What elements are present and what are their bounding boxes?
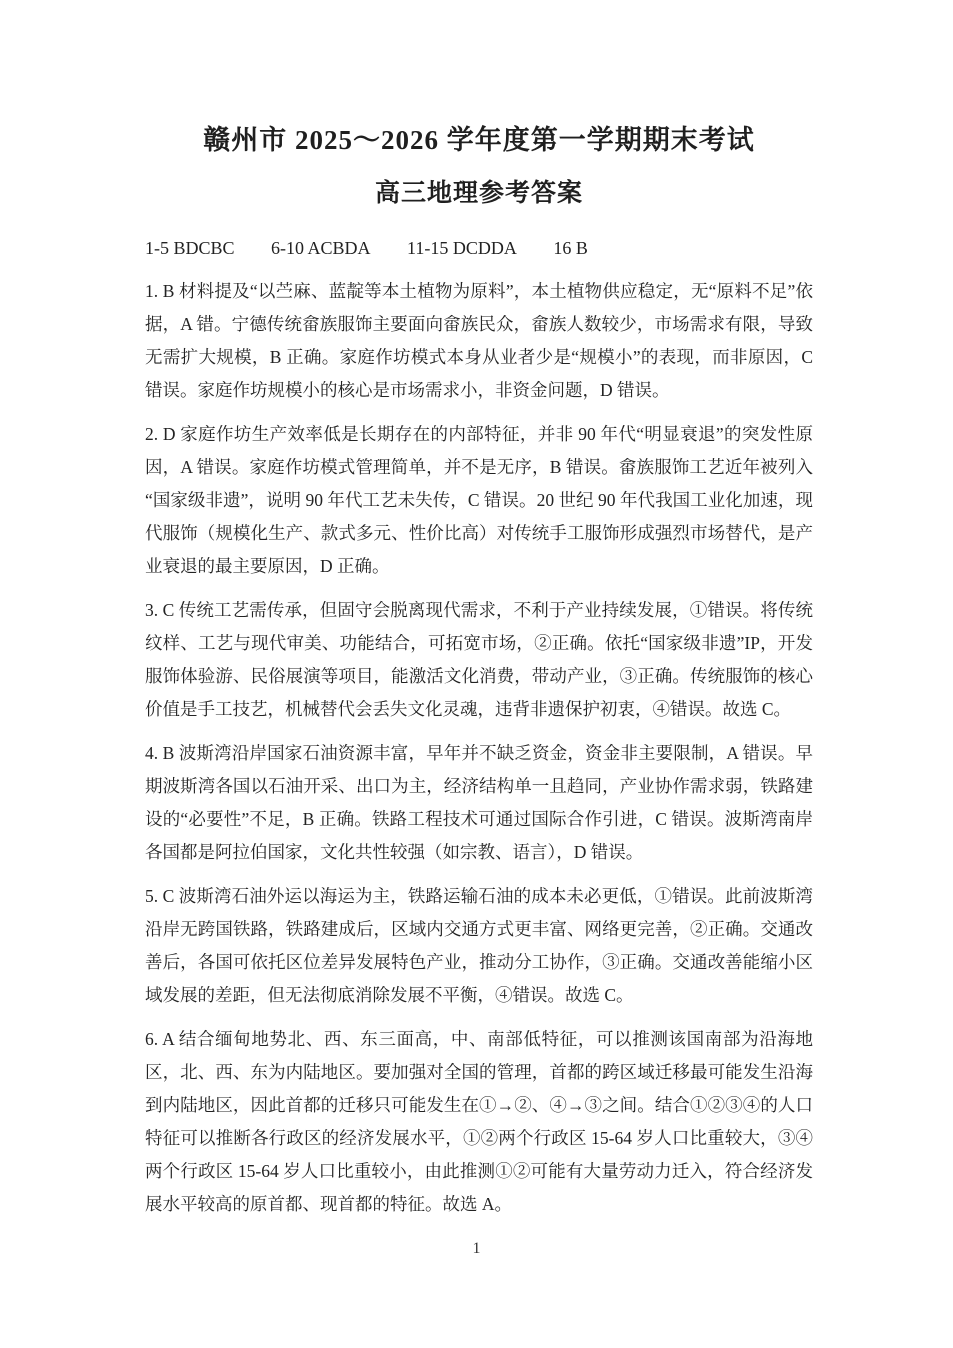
explanation-paragraph-q4: 4. B 波斯湾沿岸国家石油资源丰富，早年并不缺乏资金，资金非主要限制，A 错误。早期波斯湾各国以石油开采、出口为主，经济结构单一且趋同，产业协作需求弱，铁路建设的“必要性”不足，B 正确。铁路工程技术可通过国际合作引进，C 错误。波斯湾南岸各国都是阿拉伯国家，文化共性较强（如宗教、语言），D 错误。 [145, 743, 813, 862]
explanation-paragraph-q2: 2. D 家庭作坊生产效率低是长期存在的内部特征，并非 90 年代“明显衰退”的突发性原因，A 错误。家庭作坊模式管理简单，并不是无序，B 错误。畲族服饰工艺近年被列入“国家级非遗”，说明 90 年代工艺未失传，C 错误。20 世纪 90 年代我国工业化加速，现代服饰（规模化生产、款式多元、性价比高）对传统手工服饰形成强烈市场替代，是产业衰退的最主要原因，D 正确。 [145, 424, 813, 576]
explanation-paragraph-q5: 5. C 波斯湾石油外运以海运为主，铁路运输石油的成本未必更低，①错误。此前波斯湾沿岸无跨国铁路，铁路建成后，区域内交通方式更丰富、网络更完善，②正确。交通改善后，各国可依托区位差异发展特色产业，推动分工协作，③正确。交通改善能缩小区域发展的差距，但无法彻底消除发展不平衡，④错误。故选 C。 [145, 886, 813, 1005]
explanation-paragraph-q3: 3. C 传统工艺需传承，但固守会脱离现代需求，不利于产业持续发展，①错误。将传统纹样、工艺与现代审美、功能结合，可拓宽市场，②正确。依托“国家级非遗”IP，开发服饰体验游、民俗展演等项目，能激活文化消费，带动产业，③正确。传统服饰的核心价值是手工技艺，机械替代会丢失文化灵魂，违背非遗保护初衷，④错误。故选 C。 [145, 600, 813, 719]
answer-key-line [145, 233, 813, 263]
answer-key-group-1: 1-5 BDCBC [145, 238, 235, 258]
explanation-paragraph-q1: 1. B 材料提及“以苎麻、蓝靛等本土植物为原料”，本土植物供应稳定，无“原料不足”依据，A 错。宁德传统畲族服饰主要面向畲族民众，畲族人数较少，市场需求有限，导致无需扩大规模，B 正确。家庭作坊模式本身从业者少是“规模小”的表现，而非原因，C 错误。家庭作坊规模小的核心是市场需求小，非资金问题，D 错误。 [145, 281, 813, 400]
answer-key-group-3: 11-15 DCDDA [407, 238, 517, 258]
answer-key-group-4: 16 B [553, 238, 588, 258]
explanation-paragraph-q6: 6. A 结合缅甸地势北、西、东三面高，中、南部低特征，可以推测该国南部为沿海地区，北、西、东为内陆地区。要加强对全国的管理，首都的跨区域迁移最可能发生沿海到内陆地区，因此首都的迁移只可能发生在①→②、④→③之间。结合①②③④的人口特征可以推断各行政区的经济发展水平，①②两个行政区 15-64 岁人口比重较大，③④两个行政区 15-64 岁人口比重较小，由此推测①②可能有大量劳动力迁入，符合经济发展水平较高的原首都、现首都的特征。故选 A。 [145, 1029, 813, 1214]
page-number: 1 [472, 1240, 481, 1257]
exam-title: 赣州市 2025～2026 学年度第一学期期末考试 [203, 125, 755, 155]
answer-sheet-title: 高三地理参考答案 [374, 180, 583, 207]
answer-key-group-2: 6-10 ACBDA [271, 238, 371, 258]
